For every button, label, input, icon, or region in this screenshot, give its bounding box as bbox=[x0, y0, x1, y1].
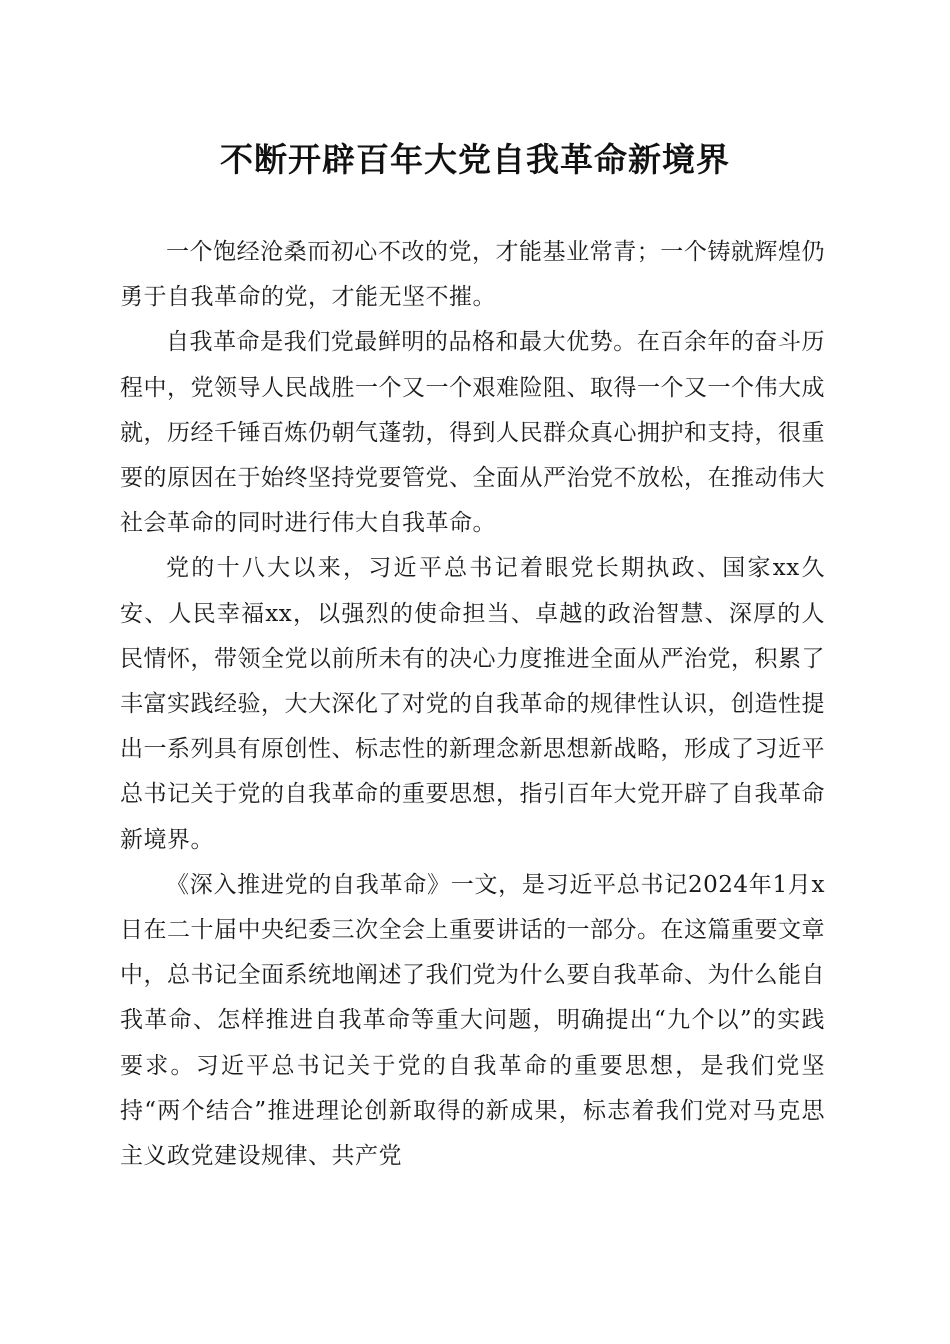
paragraph-2: 自我革命是我们党最鲜明的品格和最大优势。在百余年的奋斗历程中，党领导人民战胜一个又一个艰难险阻、取得一个又一个伟大成就，历经千锤百炼仍朝气蓬勃，得到人民群众真心拥护和支持，很重要的原因在于始终坚持党要管党、全面从严治党不放松，在推动伟大社会革命的同时进行伟大自我革命。 bbox=[120, 329, 825, 537]
paragraph-1: 一个饱经沧桑而初心不改的党，才能基业常青；一个铸就辉煌仍勇于自我革命的党，才能无坚不摧。 bbox=[120, 239, 825, 311]
paragraph-4: 《深入推进党的自我革命》一文，是习近平总书记2024年1月x日在二十届中央纪委三次全会上重要讲话的一部分。在这篇重要文章中，总书记全面系统地阐述了我们党为什么要自我革命、为什么能自我革命、怎样推进自我革命等重大问题，明确提出“九个以”的实践要求。习近平总书记关于党的自我革命的重要思想，是我们党坚持“两个结合”推进理论创新取得的新成果，标志着我们党对马克思主义政党建设规律、共产党 bbox=[120, 871, 825, 1170]
paragraph-3: 党的十八大以来，习近平总书记着眼党长期执政、国家xx久安、人民幸福xx，以强烈的使命担当、卓越的政治智慧、深厚的人民情怀，带领全党以前所未有的决心力度推进全面从严治党，积累了丰富实践经验，大大深化了对党的自我革命的规律性认识，创造性提出一系列具有原创性、标志性的新理念新思想新战略，形成了习近平总书记关于党的自我革命的重要思想，指引百年大党开辟了自我革命新境界。 bbox=[120, 555, 825, 853]
document-title: 不断开辟百年大党自我革命新境界 bbox=[220, 140, 730, 179]
document-body bbox=[120, 230, 825, 1179]
